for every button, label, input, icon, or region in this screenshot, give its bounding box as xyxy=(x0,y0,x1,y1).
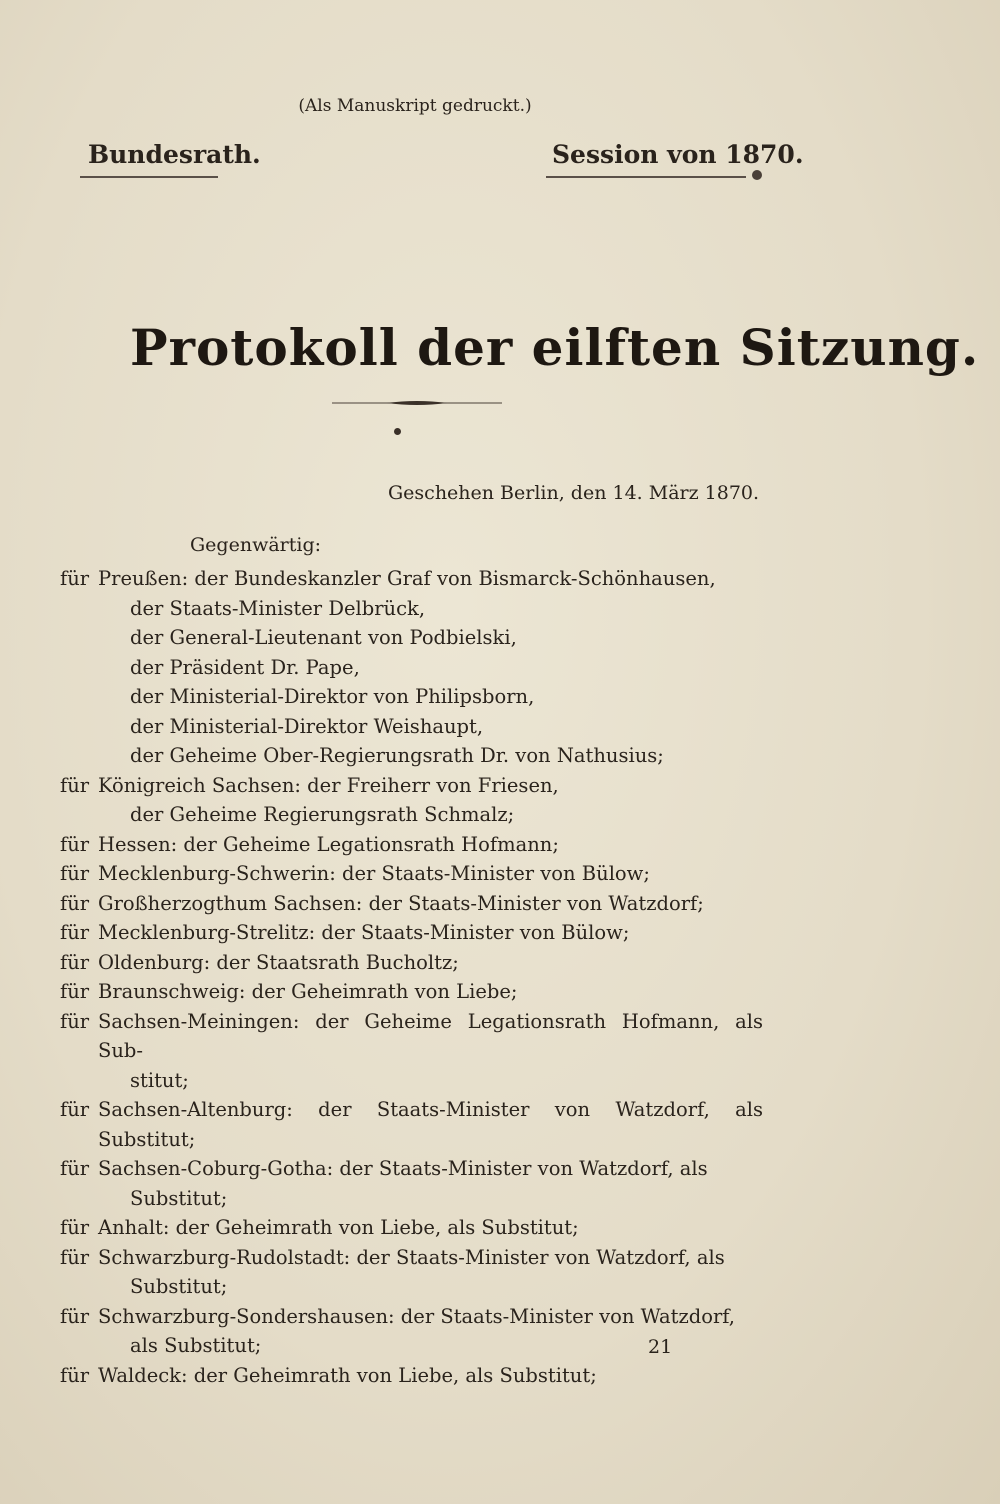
header-rule-right xyxy=(546,176,746,178)
entry-continuation-line: der Staats-Minister Delbrück, xyxy=(130,596,426,620)
entry-first-line: Braunschweig: der Geheimrath von Liebe; xyxy=(98,980,518,1003)
title-ornament-rule xyxy=(332,400,502,406)
list-item xyxy=(0,830,1000,860)
page-title: Protokoll der eilften Sitzung. xyxy=(130,318,980,377)
fuer-label: für xyxy=(60,891,90,915)
list-item xyxy=(0,1361,1000,1391)
fuer-label: für xyxy=(60,1009,90,1033)
list-item xyxy=(0,771,1000,830)
fuer-label: für xyxy=(60,921,90,944)
list-item xyxy=(0,1243,1000,1302)
entry-first-line: Anhalt: der Geheimrath von Liebe, als Substitut; xyxy=(98,1216,579,1239)
entry-continuation-line: der Ministerial-Direktor von Philipsborn, xyxy=(130,685,535,708)
header-rule-left xyxy=(80,176,218,178)
ink-dot xyxy=(752,170,762,180)
place-date: Geschehen Berlin, den 14. März 1870. xyxy=(388,482,760,504)
fuer-label: für xyxy=(60,1245,90,1269)
entry-first-line: Mecklenburg-Schwerin: der Staats-Minister von Bülow; xyxy=(98,862,650,885)
list-item xyxy=(0,948,1000,978)
print-note: (Als Manuskript gedruckt.) xyxy=(298,96,532,116)
list-item xyxy=(0,564,1000,771)
fuer-label: für xyxy=(60,980,90,1003)
entry-first-line: Preußen: der Bundeskanzler Graf von Bismarck-Schönhausen, xyxy=(98,567,716,590)
entry-first-line: Schwarzburg-Sondershausen: der Staats-Minister von Watzdorf, xyxy=(98,1304,735,1328)
fuer-label: für xyxy=(60,567,90,590)
entry-first-line: Königreich Sachsen: der Freiherr von Friesen, xyxy=(98,773,559,797)
fuer-label: für xyxy=(60,1098,90,1121)
fuer-label: für xyxy=(60,950,90,974)
entry-continuation-line: der Präsident Dr. Pape, xyxy=(130,655,360,679)
entry-continuation-line: Substitut; xyxy=(130,1186,228,1210)
list-item xyxy=(0,889,1000,919)
entry-first-line: Sachsen-Altenburg: der Staats-Minister von Watzdorf, als Substitut; xyxy=(98,1098,763,1151)
fuer-label: für xyxy=(60,773,90,797)
entry-continuation-line: der Ministerial-Direktor Weishaupt, xyxy=(130,714,484,738)
header-session: Session von 1870. xyxy=(552,140,804,169)
page-number: 21 xyxy=(648,1336,673,1358)
entry-first-line: Schwarzburg-Rudolstadt: der Staats-Minister von Watzdorf, als xyxy=(98,1245,725,1269)
list-item xyxy=(0,1154,1000,1213)
fuer-label: für xyxy=(60,1363,90,1387)
entry-continuation-line: der Geheime Ober-Regierungsrath Dr. von Nathusius; xyxy=(130,744,664,767)
header-institution: Bundesrath. xyxy=(88,140,261,169)
list-item xyxy=(0,859,1000,889)
entry-first-line: Sachsen-Coburg-Gotha: der Staats-Minister von Watzdorf, als xyxy=(98,1157,708,1180)
entry-continuation-line: als Substitut; xyxy=(130,1334,262,1357)
ink-spot xyxy=(394,428,401,435)
entry-first-line: Großherzogthum Sachsen: der Staats-Minister von Watzdorf; xyxy=(98,891,704,915)
fuer-label: für xyxy=(60,1304,90,1328)
entry-continuation-line: der General-Lieutenant von Podbielski, xyxy=(130,626,517,649)
entry-first-line: Sachsen-Meiningen: der Geheime Legationsrath Hofmann, als Sub- xyxy=(98,1009,763,1062)
fuer-label: für xyxy=(60,1157,90,1180)
entry-continuation-line: stitut; xyxy=(130,1068,189,1092)
list-item xyxy=(0,1302,1000,1361)
fuer-label: für xyxy=(60,832,90,856)
list-item xyxy=(0,977,1000,1007)
list-item xyxy=(0,1007,1000,1096)
fuer-label: für xyxy=(60,1216,90,1239)
entry-first-line: Mecklenburg-Strelitz: der Staats-Minister von Bülow; xyxy=(98,921,630,944)
entry-continuation-line: Substitut; xyxy=(130,1275,228,1298)
present-label: Gegenwärtig: xyxy=(190,534,322,556)
entry-first-line: Hessen: der Geheime Legationsrath Hofmann; xyxy=(98,832,559,856)
entry-continuation-line: der Geheime Regierungsrath Schmalz; xyxy=(130,803,515,826)
attendee-list xyxy=(0,564,1000,1390)
list-item xyxy=(0,1095,1000,1154)
entry-first-line: Waldeck: der Geheimrath von Liebe, als Substitut; xyxy=(98,1363,597,1387)
fuer-label: für xyxy=(60,862,90,885)
list-item xyxy=(0,918,1000,948)
list-item xyxy=(0,1213,1000,1243)
entry-first-line: Oldenburg: der Staatsrath Bucholtz; xyxy=(98,950,459,974)
